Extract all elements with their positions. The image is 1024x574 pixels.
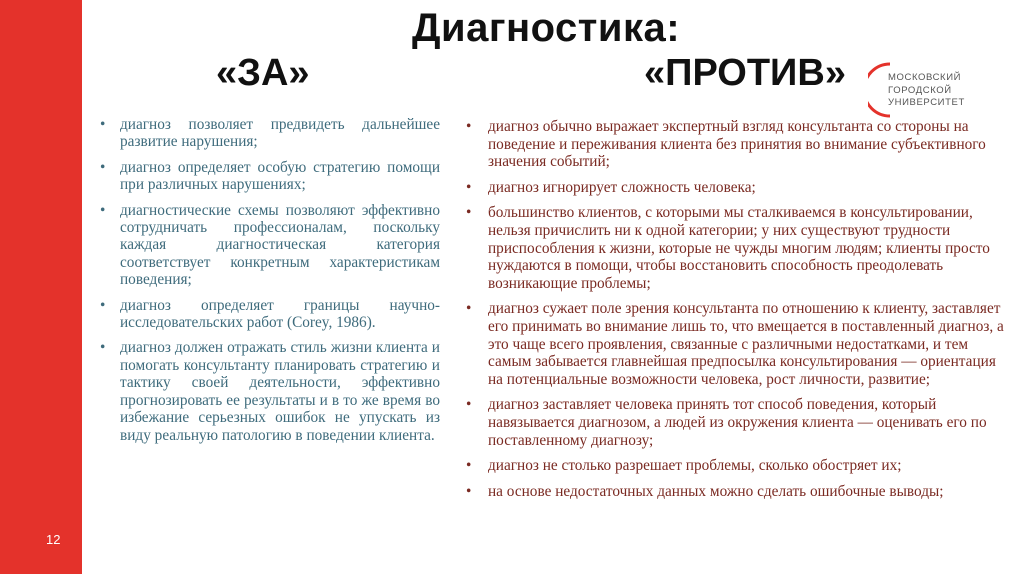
- logo-line: МОСКОВСКИЙ: [888, 72, 962, 83]
- bullet: •: [466, 457, 472, 475]
- list-item: [466, 396, 1008, 449]
- list-item-text: диагноз игнорирует сложность человека;: [488, 178, 756, 196]
- list-item-text: диагноз не столько разрешает проблемы, сколько обостряет их;: [488, 457, 902, 475]
- list-item: [100, 159, 440, 194]
- bullet: •: [100, 158, 106, 176]
- list-item: [466, 179, 1008, 197]
- list-item: [100, 116, 440, 151]
- heading-against: «ПРОТИВ»: [644, 52, 846, 94]
- for-list: [100, 116, 440, 452]
- list-item: [466, 204, 1008, 292]
- list-item: [100, 339, 440, 443]
- list-item-text: на основе недостаточных данных можно сделать ошибочные выводы;: [488, 482, 944, 500]
- logo-line: ГОРОДСКОЙ: [888, 84, 952, 96]
- list-item-text: диагноз заставляет человека принять тот способ поведения, который навязывается диагнозом, а людей из окружения клиента — оценивать его по поставленному диагнозу;: [488, 396, 987, 449]
- logo-text: [888, 72, 965, 110]
- heading-for: «ЗА»: [216, 52, 310, 94]
- bullet: •: [100, 116, 106, 133]
- list-item-text: диагноз обычно выражает экспертный взгляд консультанта со стороны на поведение и переживания клиента без принятия во внимание субъективного значения событий;: [488, 118, 986, 171]
- bullet: •: [466, 118, 472, 135]
- bullet: •: [466, 204, 472, 222]
- bullet: •: [466, 178, 472, 196]
- bullet: •: [466, 482, 472, 500]
- list-item-text: диагностические схемы позволяют эффективно сотрудничать профессионалам, поскольку каждая диагностическая категория соответствует конкретным характеристикам поведения;: [120, 201, 440, 289]
- bullet: •: [100, 339, 106, 357]
- list-item-text: диагноз сужает поле зрения консультанта по отношению к клиенту, заставляет его принимать во внимание лишь то, что вмещается в поставленный диагноз, а это чаще всего проявления, связанные с различными недостатками, и тем самым забывается главнейшая предпосылка консультирования — ориентация на потенциальные возможности человека, рост личности, развитие;: [488, 300, 1004, 388]
- list-item: [466, 118, 1008, 171]
- list-item: [466, 300, 1008, 388]
- list-item-text: диагноз позволяет предвидеть дальнейшее развитие нарушения;: [120, 116, 440, 151]
- slide-title: Диагностика:: [412, 6, 681, 50]
- list-item-text: диагноз определяет границы научно-исследовательских работ (Corey, 1986).: [120, 296, 440, 332]
- list-item-text: большинство клиентов, с которыми мы сталкиваемся в консультировании, нельзя причислить ни к одной категории; у них существуют трудности приспособления к жизни, которые не чужды многим людям; клиенты просто нуждаются в помощи, чтобы восстановить способность преодолевать возникающие проблемы;: [488, 204, 990, 292]
- bullet: •: [466, 396, 472, 414]
- sidebar-accent-bar: [0, 0, 82, 574]
- list-item: [466, 457, 1008, 475]
- bullet: •: [100, 296, 106, 314]
- list-item: [466, 483, 1008, 501]
- list-item-text: диагноз должен отражать стиль жизни клиента и помогать консультанту планировать стратегию и тактику своей деятельности, эффективно прогнозировать ее результаты и в то же время во избежание серьезных ошибок не упускать из виду реальную патологию в поведении клиента.: [120, 339, 440, 444]
- logo-line: УНИВЕРСИТЕТ: [888, 97, 965, 108]
- list-item: [100, 202, 440, 289]
- bullet: •: [466, 300, 472, 318]
- list-item-text: диагноз определяет особую стратегию помощи при различных нарушениях;: [120, 158, 440, 194]
- university-logo: [868, 58, 988, 122]
- list-item: [100, 297, 440, 332]
- against-list: [466, 118, 1008, 508]
- slide-number: 12: [46, 532, 61, 547]
- bullet: •: [100, 201, 106, 219]
